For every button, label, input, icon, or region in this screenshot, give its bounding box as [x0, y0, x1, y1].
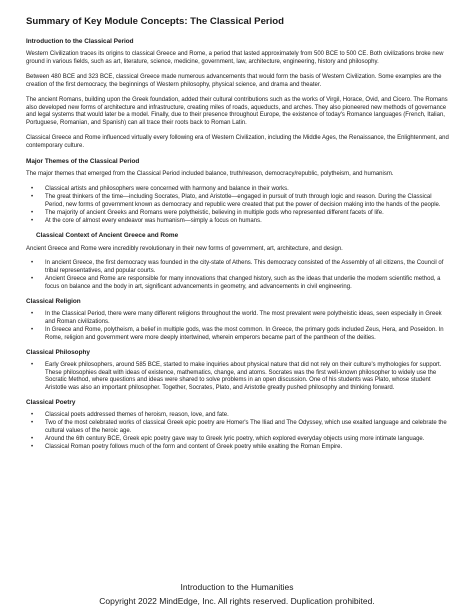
list-item — [26, 210, 450, 218]
list-item — [26, 194, 450, 210]
bullet-icon: • — [31, 209, 34, 216]
bullet-list — [26, 311, 450, 343]
paragraph: Classical Greece and Rome influenced virtually every following era of Western Civilization, including the Middle Ages, the Renaissance, the Enlightenment, and contemporary culture. — [26, 135, 449, 150]
bullet-icon: • — [31, 443, 34, 450]
document-page — [26, 16, 450, 458]
list-item — [26, 276, 450, 292]
list-item-text: Ancient Greece and Rome are responsible for many innovations that changed history, such as the ideas that underlie the modern scientific method, a focus on balance and the body in art, significant advancements in geometry, and advancements in civil engineering. — [45, 276, 441, 291]
list-item — [26, 412, 450, 420]
list-item-text: Two of the most celebrated works of classical Greek epic poetry are Homer's The Iliad and The Odyssey, which use exalted language and celebrate the cultural values of the heroic age. — [45, 420, 447, 435]
list-item — [26, 420, 450, 436]
bullet-list — [26, 362, 450, 394]
bullet-icon: • — [31, 412, 34, 419]
list-item-text: In Greece and Rome, polytheism, a belief in multiple gods, was the most common. In Greece, the primary gods included Zeus, Hera, and Poseidon. In Rome, religion and government were more deeply intertwined, wherein emperors became part of the pantheon of the deities. — [45, 326, 444, 341]
list-item-text: Around the 6th century BCE, Greek epic poetry gave way to Greek lyric poetry, which explored everyday objects using more intimate language. — [45, 436, 425, 442]
section-heading-religion: Classical Religion — [26, 298, 81, 306]
section-heading-intro: Introduction to the Classical Period — [26, 38, 134, 45]
list-item — [26, 444, 450, 452]
bullet-icon: • — [31, 217, 34, 224]
footer-copyright: Copyright 2022 MindEdge, Inc. All rights reserved. Duplication prohibited. — [99, 596, 375, 606]
list-item-text: Classical artists and philosophers were concerned with harmony and balance in their works. — [45, 185, 289, 192]
bullet-icon: • — [31, 326, 34, 333]
bullet-list — [26, 412, 450, 452]
footer-course-title: Introduction to the Humanities — [180, 582, 294, 592]
bullet-icon: • — [31, 361, 34, 368]
list-item — [26, 327, 450, 343]
bullet-icon: • — [31, 185, 34, 192]
section-heading-philosophy: Classical Philosophy — [26, 348, 90, 356]
paragraph: Between 480 BCE and 323 BCE, classical Greece made numerous advancements that would form the basis of Western Civilization. Some examples are the creation of the first democracy, the beginnings of Western philosophy, physical science, and drama and theater. — [26, 73, 442, 88]
bullet-list — [26, 186, 450, 226]
bullet-icon: • — [31, 436, 34, 442]
section-heading-context: Classical Context of Ancient Greece and Rome — [36, 231, 179, 239]
page-title: Summary of Key Module Concepts: The Classical Period — [26, 16, 285, 27]
bullet-icon: • — [31, 420, 34, 427]
paragraph: The major themes that emerged from the Classical Period included balance, truth/reason, democracy/republic, polytheism, and humanism. — [26, 171, 394, 178]
list-item-text: Early Greek philosophers, around 585 BCE, started to make inquiries about physical nature that did not rely on their culture's mythologies for support. These philosophies dealt with ideas of existence, mathematics, change, and atoms. Socrates was the first well-known philosopher to widely use the Socratic Method, where questions and ideas were shared to solve problems in an open discussion. One of his students was Plato, whose student Aristotle was also an important philosopher. Together, Socrates, Plato, and Aristotle greatly pushed philosophy and thinking forward. — [45, 361, 442, 392]
list-item-text: Classical Roman poetry follows much of the form and content of Greek poetry while exalting the Roman Empire. — [45, 443, 343, 450]
list-item — [26, 436, 450, 444]
bullet-icon: • — [31, 260, 34, 267]
list-item — [26, 311, 450, 327]
bullet-icon: • — [31, 311, 34, 318]
list-item-text: In the Classical Period, there were many different religions throughout the world. The most prevalent were polytheistic ideas, seen especially in Greek and Roman civilizations. — [45, 311, 442, 325]
paragraph: Western Civilization traces its origins to classical Greece and Rome, a period that lasted approximately from 500 BCE to 500 CE. Both civilizations broke new ground in various fields, such as art, literature, science, medicine, government, law, architecture, engineering, history and philosophy. — [26, 51, 444, 65]
list-item — [26, 260, 450, 276]
list-item-text: Classical poets addressed themes of heroism, reason, love, and fate. — [45, 412, 229, 419]
paragraph: Ancient Greece and Rome were incredibly revolutionary in their new forms of government, art, architecture, and design. — [26, 245, 343, 252]
section-heading-themes: Major Themes of the Classical Period — [26, 158, 140, 166]
paragraph: The ancient Romans, building upon the Greek foundation, added their cultural contributions such as the works of Virgil, Horace, Ovid, and Cicero. The Romans also developed new forms of architecture and infrastructure, creating miles of roads, aqueducts, and arches. They also pioneered new methods of governance and legal systems that would later be a model. Finally, due to their presence throughout Europe, the existence of today's Romance languages (French, Italian, Portuguese, Romanian, and Spanish) can all trace their roots back to Roman Latin. — [26, 96, 448, 127]
list-item-text: In ancient Greece, the first democracy was founded in the city-state of Athens. This democracy consisted of the Assembly of all citizens, the Council of tribal representatives, and popular courts. — [45, 260, 444, 275]
bullet-list — [26, 260, 450, 292]
list-item-text: The majority of ancient Greeks and Romans were polytheistic, believing in multiple gods who represented different facets of life. — [45, 209, 384, 216]
section-heading-poetry: Classical Poetry — [26, 399, 76, 407]
list-item-text: At the core of almost every endeavor was humanism—simply a focus on humans. — [45, 217, 262, 224]
list-item — [26, 186, 450, 194]
list-item — [26, 218, 450, 226]
bullet-icon: • — [31, 193, 34, 200]
list-item — [26, 362, 450, 394]
list-item-text: The great thinkers of the time—including Socrates, Plato, and Aristotle—engaged in pursuit of truth through logic and reason. During the Classical Period, new forms of government known as democracy and republic were created that put the power of decision making into the hands of the people. — [45, 193, 441, 208]
bullet-icon: • — [31, 276, 34, 283]
